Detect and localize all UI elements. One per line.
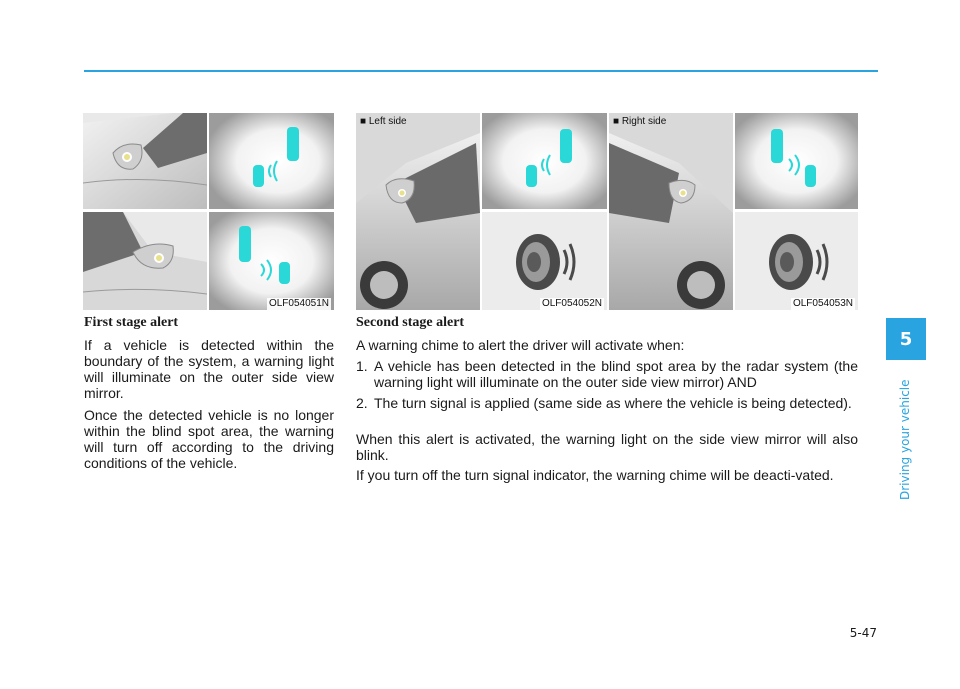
- first-stage-heading: First stage alert: [84, 315, 179, 330]
- right-side-label: ■ Right side: [613, 116, 667, 127]
- deactivate-paragraph: If you turn off the turn signal indicator, the warning chime will be deacti-vated.: [356, 467, 834, 483]
- figure-right-side: [609, 113, 858, 310]
- radar-illustration-left: [482, 113, 607, 209]
- chapter-title: Driving your vehicle: [898, 379, 912, 500]
- radar-illustration-bottom: [209, 212, 334, 310]
- left-side-label: ■ Left side: [360, 116, 407, 127]
- first-stage-paragraph-1: If a vehicle is detected within the boundary of the system, a warning light will illuminate on the outer side view mirror.: [84, 337, 334, 401]
- speaker-icon: [482, 212, 607, 310]
- car-right-image: [609, 113, 733, 310]
- first-stage-paragraph-2: Once the detected vehicle is no longer within the blind spot area, the warning will turn off according to the driving conditions of the vehicle.: [84, 407, 334, 471]
- figure-first-stage: [83, 113, 334, 310]
- car-left-image: [356, 113, 480, 310]
- figure-left-side: [356, 113, 607, 310]
- mirror-image-top: [83, 113, 207, 209]
- speaker-icon: [735, 212, 858, 310]
- figure-code: OLF054052N: [541, 298, 602, 309]
- figure-code: OLF054051N: [268, 298, 329, 309]
- figure-code: OLF054053N: [792, 298, 853, 309]
- list-item-number-2: 2.: [356, 395, 368, 411]
- list-item-2: The turn signal is applied (same side as where the vehicle is being detected).: [374, 395, 852, 411]
- page-number: 5-47: [849, 626, 877, 640]
- top-rule: [84, 70, 878, 72]
- list-item-number-1: 1.: [356, 358, 368, 374]
- mirror-image-bottom: [83, 212, 207, 310]
- radar-illustration-right: [735, 113, 858, 209]
- second-stage-intro: A warning chime to alert the driver will activate when:: [356, 337, 685, 353]
- list-item-1: A vehicle has been detected in the blind spot area by the radar system (the warning light will illuminate on the outer side view mirror) AND: [374, 358, 858, 390]
- second-stage-heading: Second stage alert: [356, 315, 465, 330]
- radar-illustration-top: [209, 113, 334, 209]
- chapter-number-tab: 5: [886, 318, 926, 360]
- alert-paragraph: When this alert is activated, the warning light on the side view mirror will also blink.: [356, 431, 858, 463]
